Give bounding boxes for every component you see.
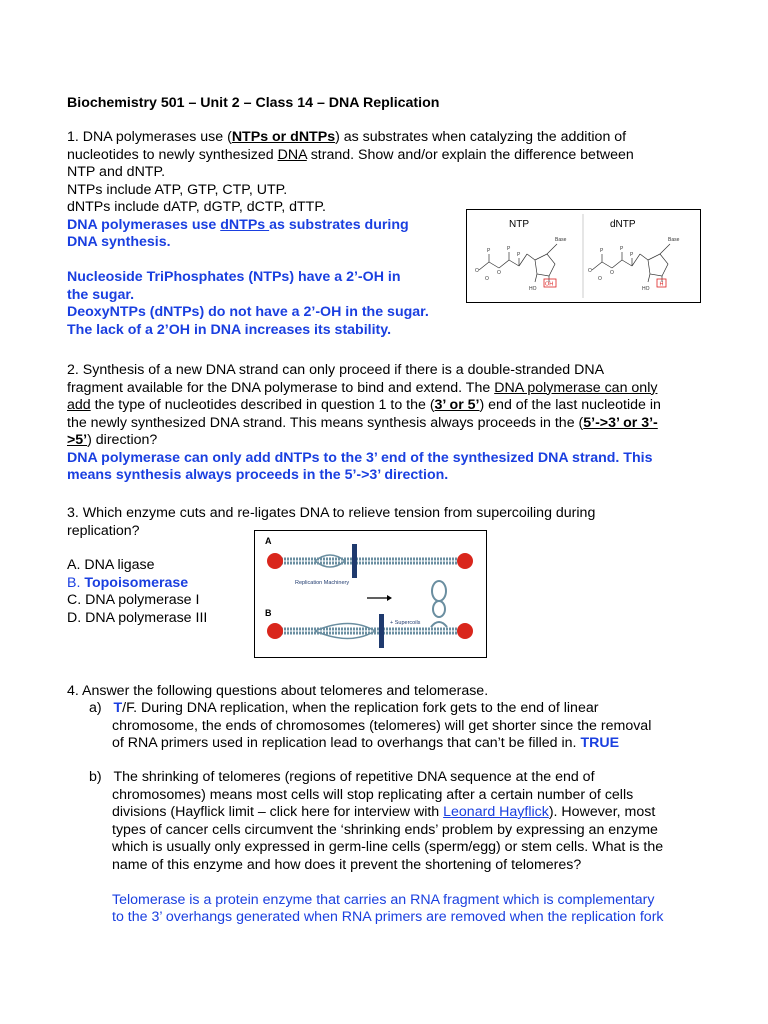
svg-text:P: P [600, 248, 604, 254]
svg-text:O: O [475, 268, 479, 274]
question-4a: a) T/F. During DNA replication, when the replication fork gets to the end of linear chromosome, the ends of chromosomes (telomeres) will get shorter since the removal of RNA primers used in replication lead to overhangs that can’t be filled in. TRUE [89, 700, 652, 751]
svg-text:Base: Base [555, 237, 567, 243]
direction-arrow [387, 595, 392, 601]
svg-text:P: P [507, 246, 511, 252]
dntp-label: dNTP [610, 219, 636, 230]
ntp-structure [479, 244, 557, 282]
q1-answer: DNA polymerases use dNTPs as substrates during DNA synthesis. Nucleoside TriPhosphates (NTPs) have a 2’-OH in the sugar. DeoxyNTPs (dNTPs) do not have a 2’-OH in the sugar. The lack of a 2’OH in DNA increases its stability. [67, 216, 429, 338]
svg-text:O: O [588, 268, 592, 274]
svg-text:HO: HO [529, 286, 537, 292]
option-b: B. Topoisomerase [67, 574, 189, 591]
option-d: D. DNA polymerase III [67, 609, 208, 626]
q4b-answer: Telomerase is a protein enzyme that carries an RNA fragment which is complementary to the 3’ overhangs generated when RNA primers are removed when the replication fork [112, 891, 664, 925]
svg-text:+ Supercoils: + Supercoils [390, 620, 421, 626]
svg-text:P: P [630, 252, 634, 258]
page-title: Biochemistry 501 – Unit 2 – Class 14 – DNA Replication [67, 95, 440, 111]
svg-text:Base: Base [668, 237, 680, 243]
question-4b: b) The shrinking of telomeres (regions of repetitive DNA sequence at the end of chromosomes) means most cells will stop replicating after a certain number of cells divisions (Hayflick limit – click here for interview with Leonard Hayflick). However, most types of cancer cells circumvent the ‘shrinking ends’ problem by expressing an enzyme which is usually only expressed in germ-line cells (sperm/egg) or stem cells. What is the name of this enzyme and how does it prevent the shortening of telomeres? Telomerase is a protein enzyme that carries an RNA fragment which is complementary to the 3’ overhangs generated when RNA primers are removed when the replication fork [89, 769, 719, 927]
q2-answer: DNA polymerase can only add dNTPs to the 3’ end of the synthesized DNA strand. This means synthesis always proceeds in the 5’->3’ direction. [67, 449, 653, 483]
svg-text:Replication Machinery: Replication Machinery [295, 580, 350, 586]
question-2: 2. Synthesis of a new DNA strand can only proceed if there is a double-stranded DNA fragment available for the DNA polymerase to bind and extend. The DNA polymerase can only add the type of nucleotides described in question 1 to the (3’ or 5’) end of the last nucleotide in the newly synthesized DNA strand. This means synthesis always proceeds in the (5’->3’ or 3’- >5’) direction? DNA polymerase can only add dNTPs to the 3’ end of the synthesized DNA strand. This means synthesis always proceeds in the 5’->3’ direction. [67, 362, 717, 485]
option-c: C. DNA polymerase I [67, 592, 200, 608]
anchor-right-a [457, 553, 473, 569]
dntp-structure [592, 244, 670, 282]
replication-machinery-bar-b [379, 614, 384, 648]
q1-choice: NTPs or dNTPs [231, 129, 336, 145]
q3-options [67, 557, 207, 627]
anchor-left-b [267, 623, 283, 639]
ntp-label: NTP [509, 219, 529, 230]
svg-text:O: O [598, 276, 602, 282]
anchor-left-a [267, 553, 283, 569]
svg-text:HO: HO [642, 286, 650, 292]
h-label: H [659, 281, 664, 288]
svg-text:O: O [497, 270, 501, 276]
svg-text:O: O [610, 270, 614, 276]
supercoil-loops [431, 581, 447, 627]
svg-text:O: O [485, 276, 489, 282]
oh-label: OH [545, 281, 554, 288]
replication-machinery-bar-a [352, 544, 357, 578]
question-4: 4. Answer the following questions about telomeres and telomerase. [67, 683, 489, 699]
option-a: A. DNA ligase [67, 557, 155, 573]
svg-text:P: P [517, 252, 521, 258]
supercoil-figure [254, 530, 487, 658]
leonard-hayflick-link[interactable]: Leonard Hayflick [443, 804, 549, 820]
question-1: 1. DNA polymerases use (NTPs or dNTPs) as substrates when catalyzing the addition of nucleotides to newly synthesized DNA strand. Show and/or explain the difference between NTP and dNTP. NTPs include ATP, GTP, CTP, UTP. dNTPs include dATP, dGTP, dCTP, dTTP. DNA polymerases use dNTPs as substrates during DNA synthesis. Nucleoside TriPhosphates (NTPs) have a 2’-OH in the sugar. DeoxyNTPs (dNTPs) do not have a 2’-OH in the sugar. The lack of a 2’OH in DNA increases its stability. [67, 129, 707, 339]
svg-text:P: P [487, 248, 491, 254]
svg-text:P: P [620, 246, 624, 252]
svg-text:B: B [265, 608, 272, 618]
anchor-right-b [457, 623, 473, 639]
svg-text:A: A [265, 536, 272, 546]
question-3: 3. Which enzyme cuts and re-ligates DNA to relieve tension from supercoiling during replication? [67, 505, 596, 539]
ntp-dntp-figure [466, 209, 701, 303]
